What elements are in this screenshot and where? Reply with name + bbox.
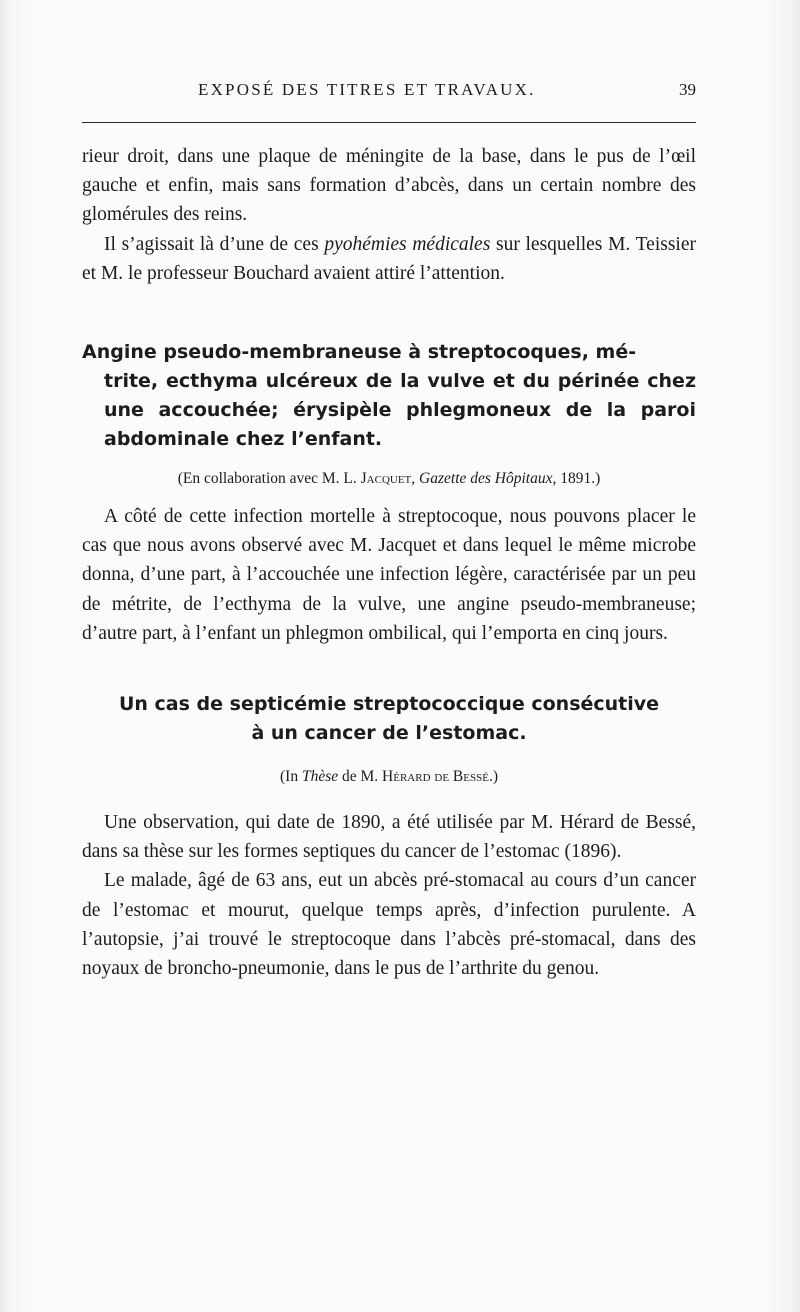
section-body: Le malade, âgé de 63 ans, eut un abcès pré-stomacal au cours d’un cancer de l’estomac et mourut, quelque temps après, d’infection purulente. A l’autopsie, j’ai trouvé le streptocoque dans l’abcès pré-stomacal, dans des noyaux de broncho-pneumonie, dans le pus de l’arthrite du genou.: [82, 870, 696, 980]
reference-text: de M.: [338, 768, 383, 786]
paragraph-text: Il s’agissait là d’une de ces: [104, 233, 325, 255]
reference-author: Hérard de Bessé: [382, 768, 489, 786]
reference-italic: Thèse: [301, 768, 339, 786]
reference-journal: Gazette des Hôpitaux: [419, 470, 553, 488]
reference-text: , 1891.): [552, 470, 601, 488]
paragraph-italic-term: pyohémies médicales: [324, 233, 491, 255]
reference-text: (En collaboration avec M. L.: [177, 470, 361, 488]
reference-author: Jacquet: [360, 470, 412, 488]
heading-line: Angine pseudo-membraneuse à streptocoques, mé-: [82, 341, 637, 364]
heading-line: Un cas de septicémie streptococcique consécutive: [118, 693, 660, 716]
header-rule: [82, 122, 696, 123]
reference-text: ,: [411, 470, 420, 488]
paragraph-text: sur lesquelles M. Teissier et M. le professeur Bouchard avaient attiré l’attention.: [82, 233, 696, 284]
page-body: [82, 142, 696, 983]
reference-text: (In: [280, 768, 302, 786]
reference-text: .): [488, 768, 498, 786]
section-body: Une observation, qui date de 1890, a été utilisée par M. Hérard de Bessé, dans sa thèse sur les formes septiques du cancer de l’estomac (1896).: [82, 812, 696, 863]
page-header: [82, 78, 700, 108]
paragraph-pyohemies: [82, 230, 696, 288]
section-heading-septicemie: [82, 690, 696, 748]
heading-line: à un cancer de l’estomac.: [251, 722, 527, 745]
section-reference: [82, 766, 696, 788]
section-heading-angine: [82, 338, 696, 454]
page-number: 39: [679, 80, 696, 99]
heading-continuation: trite, ecthyma ulcéreux de la vulve et du périnée chez une accouchée; érysipèle phlegmoneux de la paroi abdominale chez l’enfant.: [104, 370, 696, 451]
paragraph-continuation: rieur droit, dans une plaque de méningite de la base, dans le pus de l’œil gauche et enfin, mais sans formation d’abcès, dans un certain nombre des glomérules des reins.: [82, 146, 696, 226]
section-reference: [82, 468, 696, 490]
running-title: EXPOSÉ DES TITRES ET TRAVAUX.: [198, 80, 536, 99]
section-body: A côté de cette infection mortelle à streptocoque, nous pouvons placer le cas que nous avons observé avec M. Jacquet et dans lequel le même microbe donna, d’une part, à l’accouchée une infection légère, caractérisée par un peu de métrite, de l’ecthyma de la vulve, une angine pseudo-membraneuse; d’autre part, à l’enfant un phlegmon ombilical, qui l’emporta en cinq jours.: [82, 506, 696, 644]
